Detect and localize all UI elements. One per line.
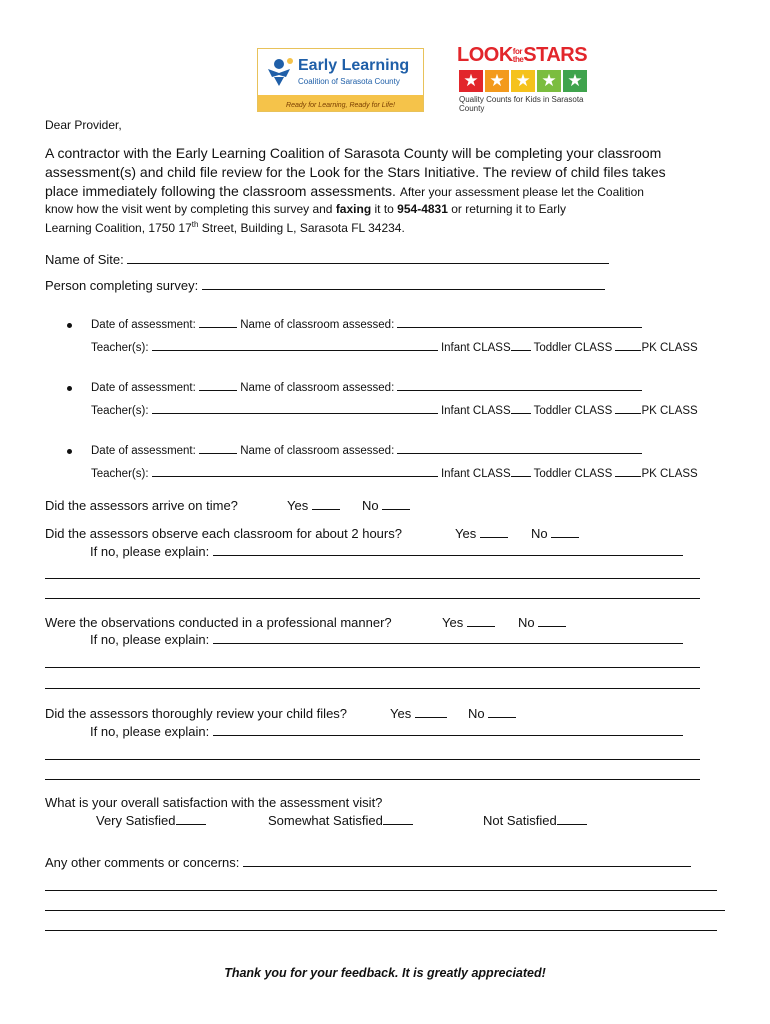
- not-satisfied-label: Not Satisfied: [483, 813, 557, 828]
- q3-yes-label: Yes: [442, 615, 464, 630]
- q4-yes-label: Yes: [390, 706, 412, 721]
- q4-line-1[interactable]: [45, 759, 700, 760]
- toddler-label: Toddler CLASS: [533, 468, 613, 480]
- pk-label: PK CLASS: [641, 468, 698, 480]
- teacher-blank[interactable]: [152, 402, 438, 414]
- infant-label: Infant CLASS: [440, 342, 511, 354]
- lfs-title: [457, 44, 587, 67]
- thank-you-note: Thank you for your feedback. It is greatly appreciated!: [224, 966, 546, 980]
- infant-blank[interactable]: [511, 465, 531, 477]
- q3-no-label: No: [518, 615, 535, 630]
- q2-yes-label: Yes: [455, 526, 477, 541]
- lfs-stars: STARS: [523, 44, 588, 66]
- q4-line-2[interactable]: [45, 779, 700, 780]
- paragraph-line-3: [45, 183, 644, 201]
- star-icon: ★: [459, 70, 483, 92]
- assessment-3-row: [91, 442, 642, 457]
- lfs-the: the: [512, 54, 524, 64]
- classroom-label: Name of classroom assessed:: [240, 382, 395, 394]
- q1-yes[interactable]: [287, 498, 340, 513]
- teacher-blank[interactable]: [152, 339, 438, 351]
- somewhat-satisfied-label: Somewhat Satisfied: [268, 813, 383, 828]
- site-field[interactable]: [45, 252, 609, 267]
- early-learning-coalition-logo: [257, 48, 424, 112]
- paragraph-line-3a: place immediately following the classroom assessments.: [45, 183, 400, 199]
- person-field[interactable]: [45, 278, 605, 293]
- q2-explain-label: If no, please explain:: [90, 544, 210, 559]
- p2-text-c: or returning it to Early: [447, 202, 566, 216]
- q3-no[interactable]: [518, 615, 566, 630]
- star-icon: ★: [511, 70, 535, 92]
- classroom-blank[interactable]: [397, 379, 642, 391]
- very-satisfied-blank[interactable]: [176, 813, 206, 825]
- bullet: [67, 386, 72, 391]
- p2-text-b: it to: [371, 202, 398, 216]
- p2-text-a: know how the visit went by completing this survey and: [45, 202, 336, 216]
- q4-explain-label: If no, please explain:: [90, 724, 210, 739]
- q5-text: What is your overall satisfaction with the assessment visit?: [45, 795, 383, 810]
- fax-number: 954-4831: [397, 202, 448, 216]
- q2-line-2[interactable]: [45, 598, 700, 599]
- assessment-2-row: [91, 379, 642, 394]
- pk-label: PK CLASS: [641, 342, 698, 354]
- infant-label: Infant CLASS: [440, 468, 511, 480]
- classroom-label: Name of classroom assessed:: [240, 445, 395, 457]
- paragraph-line-2: assessment(s) and child file review for the Look for the Stars Initiative. The review of child files takes: [45, 164, 666, 180]
- pk-blank[interactable]: [615, 339, 641, 351]
- q2-text: Did the assessors observe each classroom for about 2 hours?: [45, 526, 402, 541]
- lfs-look: LOOK: [457, 44, 513, 66]
- infant-label: Infant CLASS: [440, 405, 511, 417]
- q2-line-1[interactable]: [45, 578, 700, 579]
- pk-blank[interactable]: [615, 402, 641, 414]
- person-blank[interactable]: [202, 278, 605, 290]
- q4-explain[interactable]: [90, 724, 683, 739]
- comments-field[interactable]: [45, 855, 691, 870]
- paragraph-line-4: [45, 202, 566, 216]
- comments-line-2[interactable]: [45, 910, 725, 911]
- q3-text: Were the observations conducted in a professional manner?: [45, 615, 392, 630]
- q4-yes-blank[interactable]: [415, 706, 447, 718]
- toddler-label: Toddler CLASS: [533, 405, 613, 417]
- assessment-1-row: [91, 316, 642, 331]
- q4-explain-blank[interactable]: [213, 724, 683, 736]
- star-icon: ★: [485, 70, 509, 92]
- bullet: [67, 323, 72, 328]
- teacher-label: Teacher(s):: [91, 342, 149, 354]
- q1-yes-blank[interactable]: [312, 498, 340, 510]
- look-for-the-stars-logo: [457, 44, 589, 113]
- toddler-label: Toddler CLASS: [533, 342, 613, 354]
- pk-label: PK CLASS: [641, 405, 698, 417]
- very-satisfied-label: Very Satisfied: [96, 813, 176, 828]
- q2-no[interactable]: [531, 526, 579, 541]
- q2-yes-blank[interactable]: [480, 526, 508, 538]
- q3-yes-blank[interactable]: [467, 615, 495, 627]
- address-sup: th: [191, 220, 199, 229]
- assessment-2-teacher-row: [91, 402, 698, 417]
- teacher-label: Teacher(s):: [91, 468, 149, 480]
- date-label: Date of assessment:: [91, 445, 196, 457]
- question-on-time: [45, 498, 238, 513]
- q4-yes[interactable]: [390, 706, 447, 721]
- q1-no[interactable]: [362, 498, 410, 513]
- teacher-blank[interactable]: [152, 465, 438, 477]
- very-satisfied-option[interactable]: [96, 813, 206, 828]
- comments-label: Any other comments or concerns:: [45, 855, 240, 870]
- date-label: Date of assessment:: [91, 382, 196, 394]
- not-satisfied-blank[interactable]: [557, 813, 587, 825]
- site-label: Name of Site:: [45, 252, 124, 267]
- date-blank[interactable]: [199, 379, 237, 391]
- star-row: [459, 70, 587, 92]
- site-blank[interactable]: [127, 252, 609, 264]
- q1-no-label: No: [362, 498, 379, 513]
- elc-name: Early Learning: [298, 57, 410, 74]
- q3-explain-label: If no, please explain:: [90, 632, 210, 647]
- q3-explain[interactable]: [90, 632, 683, 647]
- q2-yes[interactable]: [455, 526, 508, 541]
- person-label: Person completing survey:: [45, 278, 199, 293]
- elc-subtitle: Coalition of Sarasota County: [298, 77, 400, 86]
- pk-blank[interactable]: [615, 465, 641, 477]
- paragraph-line-5: [45, 220, 405, 235]
- comments-blank[interactable]: [243, 855, 691, 867]
- paragraph-line-3b: After your assessment please let the Coalition: [399, 185, 644, 199]
- q4-no-label: No: [468, 706, 485, 721]
- q2-no-label: No: [531, 526, 548, 541]
- address-a: Learning Coalition, 1750 17: [45, 221, 192, 235]
- q4-text: Did the assessors thoroughly review your child files?: [45, 706, 348, 721]
- teacher-label: Teacher(s):: [91, 405, 149, 417]
- elc-tagline: Ready for Learning, Ready for Life!: [286, 102, 395, 109]
- assessment-1-teacher-row: [91, 339, 698, 354]
- paragraph-line-1: A contractor with the Early Learning Coalition of Sarasota County will be completing your classroom: [45, 145, 662, 161]
- classroom-blank[interactable]: [397, 316, 642, 328]
- q3-yes[interactable]: [442, 615, 495, 630]
- somewhat-satisfied-option[interactable]: [268, 813, 413, 828]
- assessment-3-teacher-row: [91, 465, 698, 480]
- comments-line-1[interactable]: [45, 890, 717, 891]
- address-b: Street, Building L, Sarasota FL 34234.: [198, 221, 405, 235]
- bullet: [67, 449, 72, 454]
- q3-no-blank[interactable]: [538, 615, 566, 627]
- comments-line-3[interactable]: [45, 930, 717, 931]
- date-label: Date of assessment:: [91, 319, 196, 331]
- q2-explain-blank[interactable]: [213, 544, 683, 556]
- q4-no[interactable]: [468, 706, 516, 721]
- q2-explain[interactable]: [90, 544, 683, 559]
- somewhat-satisfied-blank[interactable]: [383, 813, 413, 825]
- q3-explain-blank[interactable]: [213, 632, 683, 644]
- q1-text: Did the assessors arrive on time?: [45, 498, 238, 513]
- lfs-for: for: [512, 46, 522, 56]
- child-figure-icon: [264, 57, 294, 87]
- q3-line-2[interactable]: [45, 688, 700, 689]
- date-blank[interactable]: [199, 316, 237, 328]
- infant-blank[interactable]: [511, 339, 531, 351]
- q4-no-blank[interactable]: [488, 706, 516, 718]
- not-satisfied-option[interactable]: [483, 813, 587, 828]
- q2-no-blank[interactable]: [551, 526, 579, 538]
- salutation: Dear Provider,: [45, 118, 122, 132]
- fax-word: faxing: [335, 202, 372, 216]
- q3-line-1[interactable]: [45, 667, 700, 668]
- date-blank[interactable]: [199, 442, 237, 454]
- infant-blank[interactable]: [511, 402, 531, 414]
- lfs-tagline: Quality Counts for Kids in Sarasota County: [459, 95, 584, 113]
- classroom-label: Name of classroom assessed:: [240, 319, 395, 331]
- classroom-blank[interactable]: [397, 442, 642, 454]
- q1-no-blank[interactable]: [382, 498, 410, 510]
- star-icon: ★: [563, 70, 587, 92]
- q1-yes-label: Yes: [287, 498, 309, 513]
- star-icon: ★: [537, 70, 561, 92]
